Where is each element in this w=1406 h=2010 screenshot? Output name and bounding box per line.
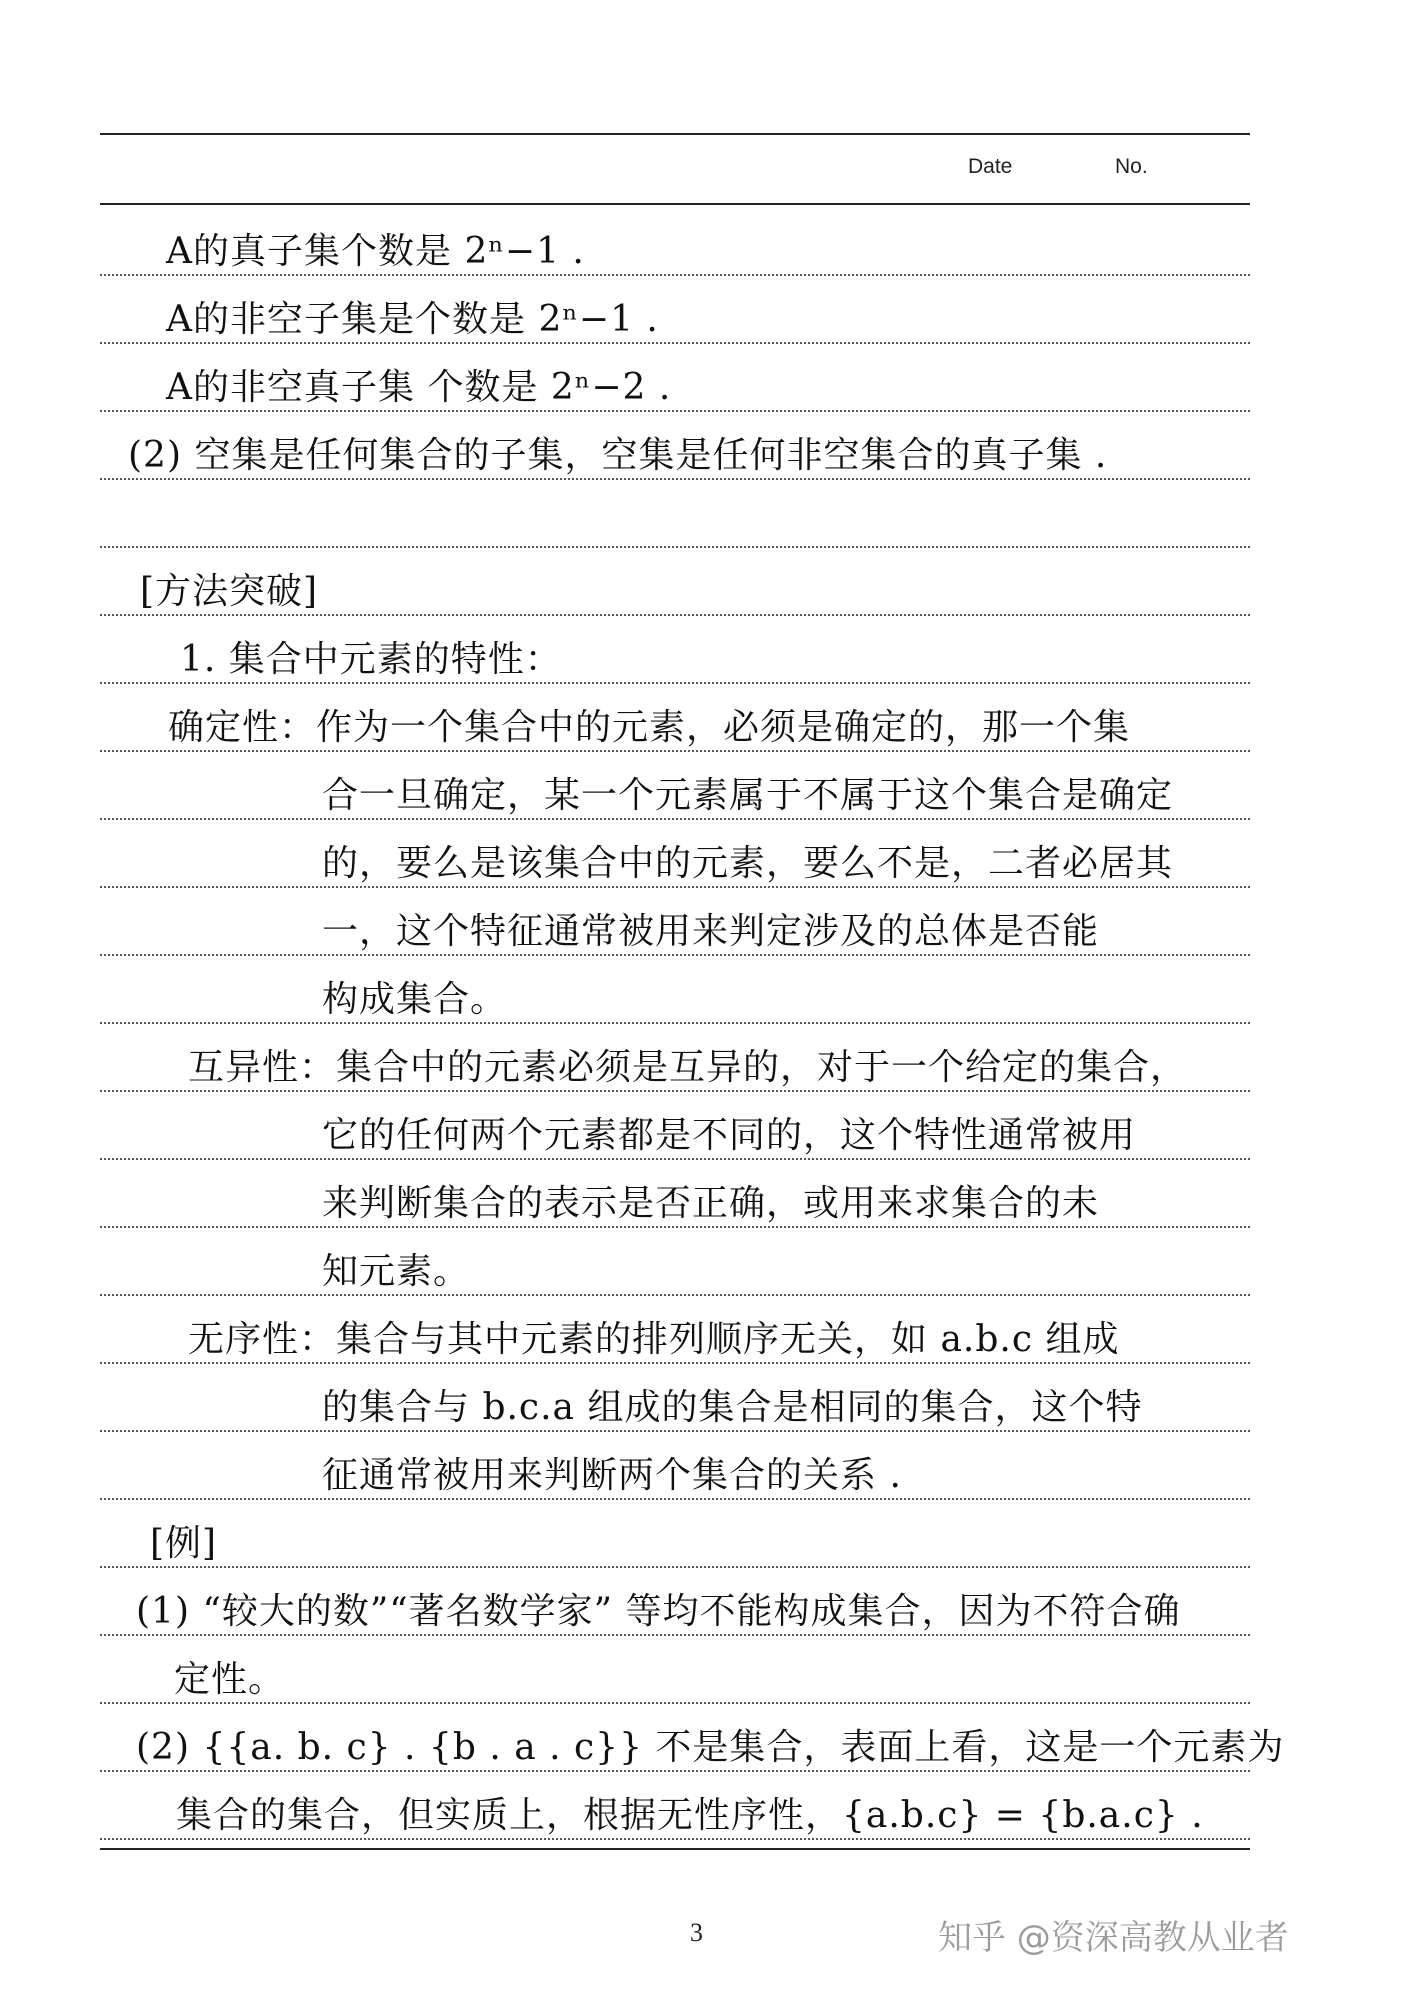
ruled-line [100, 1022, 1250, 1024]
note-line: (2) {{a. b. c} . {b . a . c}} 不是集合，表面上看，这是一个元素为 [136, 1727, 1285, 1768]
ruled-line [100, 1294, 1250, 1296]
note-line: 无序性：集合与其中元素的排列顺序无关，如 a.b.c 组成 [188, 1319, 1120, 1360]
ruled-line [100, 342, 1250, 344]
note-line: 1. 集合中元素的特性： [180, 639, 562, 680]
note-line: 合一旦确定，某一个元素属于不属于这个集合是确定 [322, 775, 1174, 816]
ruled-line [100, 954, 1250, 956]
note-line: 来判断集合的表示是否正确，或用来求集合的未 [322, 1183, 1100, 1224]
ruled-line [100, 478, 1250, 480]
ruled-line [100, 546, 1250, 548]
note-line: 它的任何两个元素都是不同的，这个特性通常被用 [322, 1115, 1137, 1156]
ruled-line [100, 750, 1250, 752]
ruled-line [100, 410, 1250, 412]
note-line: 的集合与 b.c.a 组成的集合是相同的集合，这个特 [322, 1387, 1143, 1428]
note-line: (1) “较大的数”“著名数学家” 等均不能构成集合，因为不符合确 [136, 1591, 1181, 1632]
ruled-line [100, 1634, 1250, 1636]
ruled-line [100, 886, 1250, 888]
note-line: 确定性：作为一个集合中的元素，必须是确定的，那一个集 [168, 707, 1131, 748]
ruled-line [100, 1362, 1250, 1364]
note-line: 集合的集合，但实质上，根据无性序性，{a.b.c} = {b.a.c} . [176, 1795, 1204, 1836]
ruled-line [100, 1498, 1250, 1500]
note-line: A的真子集个数是 2ⁿ−1 . [166, 231, 585, 272]
ruled-line [100, 1702, 1250, 1704]
date-label: Date [968, 155, 1013, 178]
ruled-line [100, 818, 1250, 820]
example-heading: [例] [150, 1523, 218, 1564]
note-line: A的非空真子集 个数是 2ⁿ−2 . [166, 367, 672, 408]
note-line: 定性。 [174, 1659, 286, 1700]
note-line: A的非空子集是个数是 2ⁿ−1 . [166, 299, 659, 340]
ruled-line [100, 614, 1250, 616]
header-rule [100, 203, 1250, 205]
ruled-line [100, 1226, 1250, 1228]
note-line: 知元素。 [322, 1251, 471, 1292]
ruled-line [100, 1838, 1250, 1840]
note-line: 的，要么是该集合中的元素，要么不是，二者必居其 [322, 843, 1174, 884]
note-line: 构成集合。 [322, 979, 508, 1020]
watermark: 知乎 @资深高教从业者 [938, 1918, 1289, 1958]
bottom-rule [100, 1848, 1250, 1850]
ruled-line [100, 1566, 1250, 1568]
ruled-line [100, 1158, 1250, 1160]
ruled-line [100, 274, 1250, 276]
top-rule [100, 133, 1250, 135]
page-number: 3 [690, 1918, 703, 1947]
section-heading: [方法突破] [140, 571, 319, 612]
number-label: No. [1115, 155, 1148, 178]
note-line: 一，这个特征通常被用来判定涉及的总体是否能 [322, 911, 1100, 952]
ruled-line [100, 1770, 1250, 1772]
note-line: (2) 空集是任何集合的子集，空集是任何非空集合的真子集 . [128, 435, 1108, 476]
note-line: 互异性：集合中的元素必须是互异的，对于一个给定的集合， [188, 1047, 1188, 1088]
ruled-line [100, 1430, 1250, 1432]
ruled-line [100, 1090, 1250, 1092]
ruled-line [100, 682, 1250, 684]
note-line: 征通常被用来判断两个集合的关系 . [322, 1455, 902, 1496]
